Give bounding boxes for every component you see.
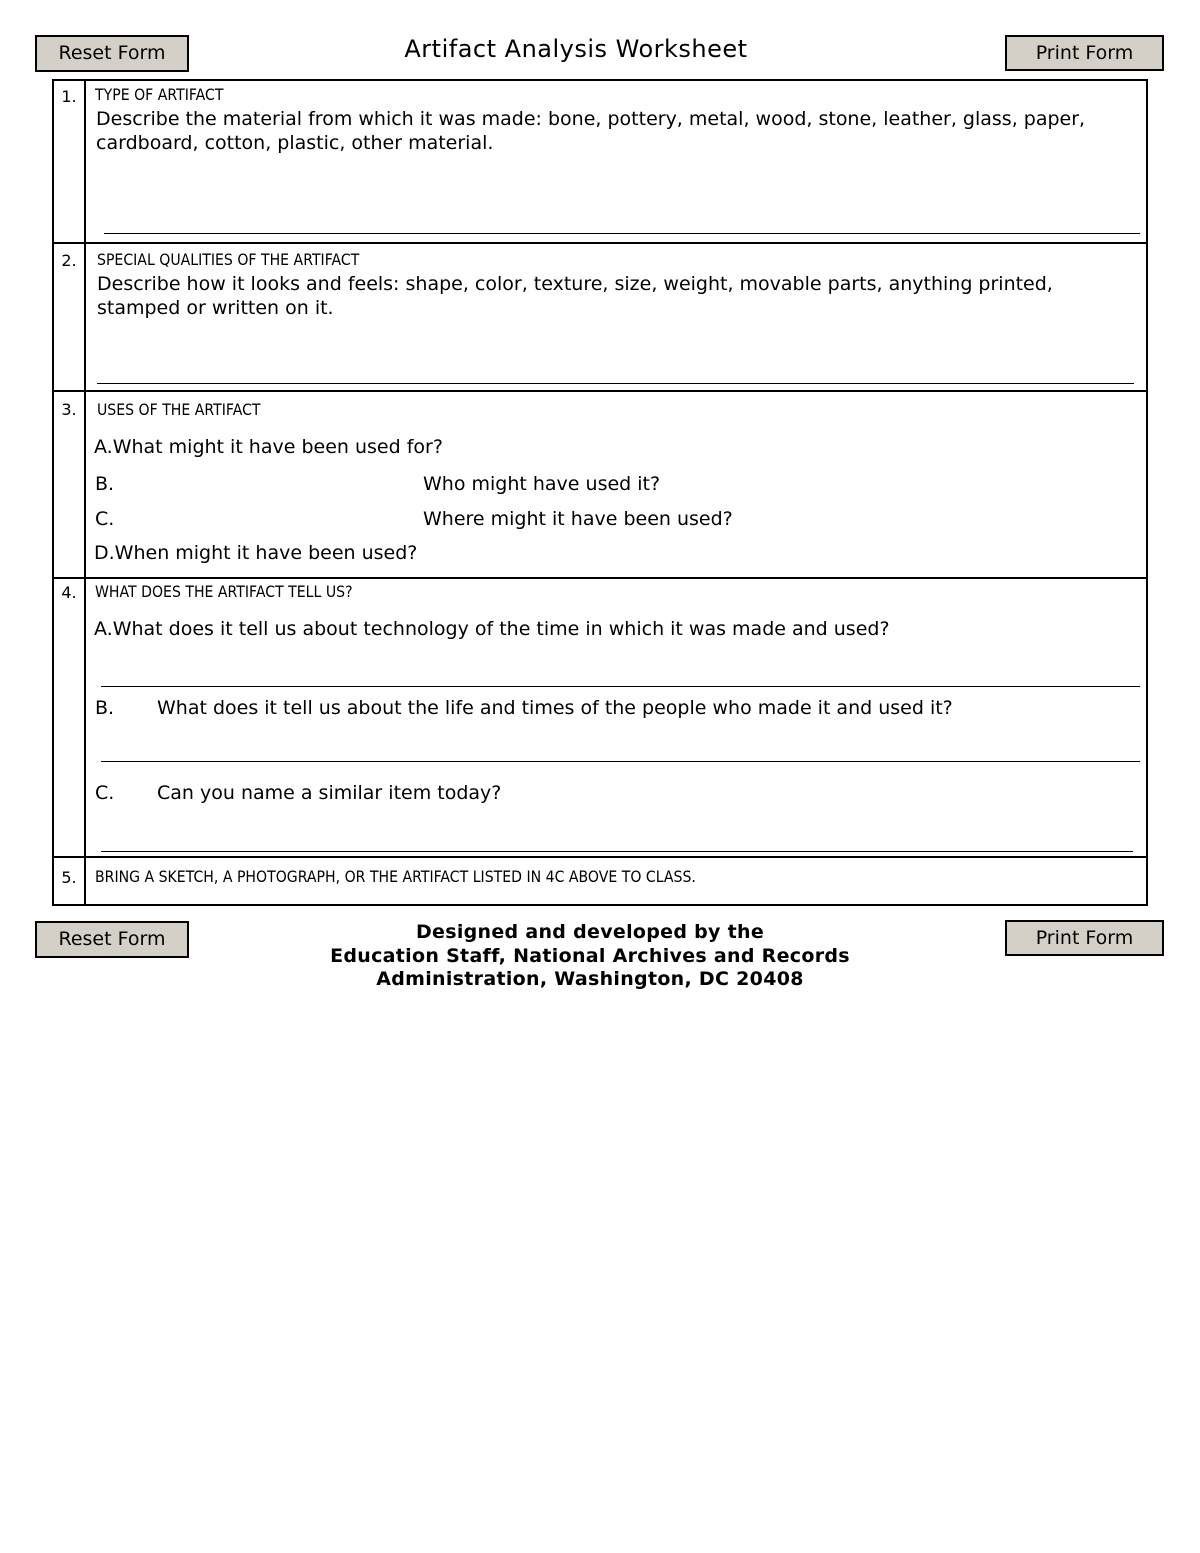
- qualities-answer-field[interactable]: [97, 362, 1134, 384]
- reset-form-button[interactable]: Reset Form: [35, 921, 189, 958]
- footer-line: Designed and developed by the: [415, 921, 765, 943]
- question-b: Who might have used it?: [423, 473, 661, 495]
- technology-answer-field[interactable]: [101, 665, 1140, 687]
- life-and-times-answer-field[interactable]: [101, 740, 1140, 762]
- print-form-button[interactable]: Print Form: [1005, 920, 1164, 956]
- question-a: A.What might it have been used for?: [94, 436, 443, 458]
- footer-line: Administration, Washington, DC 20408: [376, 968, 804, 990]
- row-divider: [52, 242, 1148, 244]
- section-heading: USES OF THE ARTIFACT: [97, 400, 261, 419]
- section-heading: WHAT DOES THE ARTIFACT TELL US?: [95, 582, 353, 601]
- section-heading: TYPE OF ARTIFACT: [95, 85, 224, 104]
- question-b: What does it tell us about the life and times of the people who made it and used it?: [157, 697, 953, 719]
- page-title: Artifact Analysis Worksheet: [404, 35, 748, 63]
- section-heading: BRING A SKETCH, A PHOTOGRAPH, OR THE ARTIFACT LISTED IN 4C ABOVE TO CLASS.: [95, 867, 696, 886]
- question-c: Can you name a similar item today?: [157, 782, 502, 804]
- row-divider: [52, 856, 1148, 858]
- question-c-letter: C.: [95, 782, 115, 804]
- section-number: 5.: [61, 868, 77, 887]
- similar-item-answer-field[interactable]: [101, 830, 1133, 852]
- section-number: 3.: [61, 400, 77, 419]
- row-divider: [52, 390, 1148, 392]
- row-divider: [52, 577, 1148, 579]
- section-description: Describe how it looks and feels: shape, color, texture, size, weight, movable parts, anything printed, stamped or written on it.: [97, 273, 1053, 319]
- section-number: 1.: [61, 87, 77, 106]
- question-b-letter: B.: [95, 697, 115, 719]
- section-number: 4.: [61, 583, 77, 602]
- question-c: Where might it have been used?: [423, 508, 733, 530]
- material-answer-field[interactable]: [104, 212, 1140, 234]
- footer-credit: [0, 921, 1180, 992]
- question-b-letter: B.: [95, 473, 115, 495]
- section-description: Describe the material from which it was made: bone, pottery, metal, wood, stone, leather, glass, paper, cardboard, cotton, plastic, other material.: [96, 108, 1086, 154]
- reset-form-button[interactable]: Reset Form: [35, 35, 189, 72]
- question-a: A.What does it tell us about technology of the time in which it was made and used?: [94, 618, 890, 640]
- print-form-button[interactable]: Print Form: [1005, 35, 1164, 71]
- question-c-letter: C.: [95, 508, 115, 530]
- section-heading: SPECIAL QUALITIES OF THE ARTIFACT: [97, 250, 360, 269]
- number-column-divider: [84, 79, 86, 906]
- footer-line: Education Staff, National Archives and Records: [330, 944, 850, 967]
- question-d: D.When might it have been used?: [94, 542, 418, 564]
- section-number: 2.: [61, 251, 77, 270]
